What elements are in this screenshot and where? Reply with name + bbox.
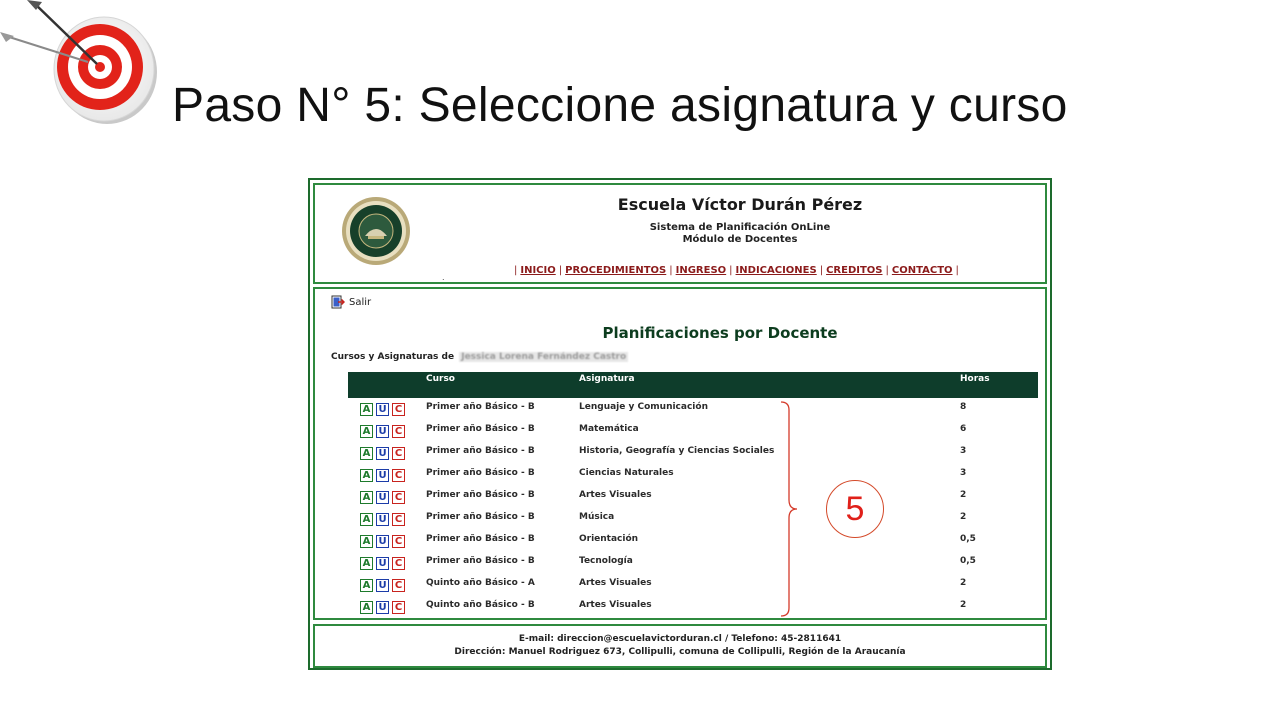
add-planning-button[interactable]: A [360, 557, 373, 570]
cell-horas: 0,5 [960, 534, 976, 544]
add-planning-button[interactable]: A [360, 447, 373, 460]
update-planning-button[interactable]: U [376, 535, 389, 548]
nav-link-creditos[interactable]: CREDITOS [826, 265, 883, 276]
update-planning-button[interactable]: U [376, 469, 389, 482]
cell-curso: Primer año Básico - B [426, 512, 535, 522]
cell-horas: 2 [960, 512, 967, 522]
footer-address: Dirección: Manuel Rodriguez 673, Collipulli, comuna de Collipulli, Región de la Araucanía [454, 647, 906, 657]
nav-link-ingreso[interactable]: INGRESO [675, 265, 727, 276]
consult-planning-button[interactable]: C [392, 447, 405, 460]
salir-label: Salir [349, 296, 372, 308]
update-planning-button[interactable]: U [376, 601, 389, 614]
module-name: Módulo de Docentes [682, 234, 798, 245]
table-row [348, 421, 1038, 443]
consult-planning-button[interactable]: C [392, 579, 405, 592]
update-planning-button[interactable]: U [376, 447, 389, 460]
cell-curso: Primer año Básico - B [426, 556, 535, 566]
column-horas: Horas [960, 374, 990, 384]
cell-horas: 8 [960, 402, 967, 412]
header-panel [313, 183, 1047, 284]
cell-asignatura: Orientación [579, 534, 639, 544]
cell-horas: 3 [960, 468, 967, 478]
cell-curso: Primer año Básico - B [426, 534, 535, 544]
app-screenshot [308, 178, 1052, 670]
add-planning-button[interactable]: A [360, 425, 373, 438]
cell-asignatura: Música [579, 512, 615, 522]
row-actions [360, 447, 405, 460]
add-planning-button[interactable]: A [360, 579, 373, 592]
nav-link-procedimientos[interactable]: PROCEDIMIENTOS [565, 265, 667, 276]
content-panel [313, 287, 1047, 620]
cell-horas: 2 [960, 578, 967, 588]
update-planning-button[interactable]: U [376, 403, 389, 416]
row-actions [360, 579, 405, 592]
column-asignatura: Asignatura [579, 374, 635, 384]
system-name: Sistema de Planificación OnLine [649, 222, 831, 233]
cell-curso: Primer año Básico - B [426, 490, 535, 500]
row-actions [360, 557, 405, 570]
cell-asignatura: Ciencias Naturales [579, 468, 674, 478]
row-actions [360, 535, 405, 548]
table-row [348, 597, 1038, 619]
cell-curso: Primer año Básico - B [426, 424, 535, 434]
update-planning-button[interactable]: U [376, 579, 389, 592]
cell-curso: Primer año Básico - B [426, 446, 535, 456]
table-row [348, 531, 1038, 553]
annotation-bracket [779, 400, 799, 618]
table-row [348, 487, 1038, 509]
consult-planning-button[interactable]: C [392, 469, 405, 482]
consult-planning-button[interactable]: C [392, 491, 405, 504]
consult-planning-button[interactable]: C [392, 513, 405, 526]
cell-asignatura: Tecnología [579, 556, 633, 566]
cell-curso: Primer año Básico - B [426, 468, 535, 478]
row-actions [360, 425, 405, 438]
cell-asignatura: Artes Visuales [579, 600, 652, 610]
table-row [348, 509, 1038, 531]
salir-button[interactable] [331, 295, 371, 309]
cell-asignatura: Artes Visuales [579, 578, 652, 588]
cell-curso: Quinto año Básico - B [426, 600, 535, 610]
nav-link-contacto[interactable]: CONTACTO [891, 265, 953, 276]
table-header [348, 372, 1038, 398]
add-planning-button[interactable]: A [360, 513, 373, 526]
cell-horas: 2 [960, 490, 967, 500]
table-row [348, 443, 1038, 465]
page-heading: Planificaciones por Docente [602, 324, 838, 342]
row-actions [360, 491, 405, 504]
nav-link-inicio[interactable]: INICIO [520, 265, 556, 276]
teacher-name-redacted: Jessica Lorena Fernández Castro [461, 352, 627, 362]
divider-dot: . [442, 273, 445, 282]
slide-title: Paso N° 5: Seleccione asignatura y curso [172, 79, 1068, 132]
footer-contact: E-mail: direccion@escuelavictorduran.cl / Telefono: 45-2811641 [518, 634, 842, 644]
cursos-line [331, 352, 628, 362]
target-dart-icon [0, 0, 170, 135]
cell-curso: Quinto año Básico - A [426, 578, 535, 588]
consult-planning-button[interactable]: C [392, 557, 405, 570]
column-curso: Curso [426, 374, 455, 384]
consult-planning-button[interactable]: C [392, 535, 405, 548]
row-actions [360, 601, 405, 614]
add-planning-button[interactable]: A [360, 601, 373, 614]
row-actions [360, 513, 405, 526]
consult-planning-button[interactable]: C [392, 601, 405, 614]
cell-horas: 2 [960, 600, 967, 610]
cell-asignatura: Matemática [579, 424, 639, 434]
add-planning-button[interactable]: A [360, 491, 373, 504]
school-name: Escuela Víctor Durán Pérez [617, 195, 863, 214]
cell-curso: Primer año Básico - B [426, 402, 535, 412]
add-planning-button[interactable]: A [360, 403, 373, 416]
row-actions [360, 469, 405, 482]
add-planning-button[interactable]: A [360, 535, 373, 548]
cell-horas: 3 [960, 446, 967, 456]
cell-asignatura: Artes Visuales [579, 490, 652, 500]
update-planning-button[interactable]: U [376, 513, 389, 526]
update-planning-button[interactable]: U [376, 491, 389, 504]
exit-door-icon [331, 295, 345, 309]
nav-link-indicaciones[interactable]: INDICACIONES [735, 265, 817, 276]
step-number-badge: 5 [826, 480, 884, 538]
footer-panel [313, 624, 1047, 668]
add-planning-button[interactable]: A [360, 469, 373, 482]
cell-horas: 0,5 [960, 556, 976, 566]
cell-asignatura: Historia, Geografía y Ciencias Sociales [579, 446, 775, 456]
consult-planning-button[interactable]: C [392, 403, 405, 416]
update-planning-button[interactable]: U [376, 557, 389, 570]
cursos-label: Cursos y Asignaturas de [331, 352, 455, 362]
consult-planning-button[interactable]: C [392, 425, 405, 438]
cell-horas: 6 [960, 424, 967, 434]
update-planning-button[interactable]: U [376, 425, 389, 438]
table-row [348, 575, 1038, 597]
table-row [348, 553, 1038, 575]
main-nav: | INICIO | PROCEDIMIENTOS | INGRESO | INDICACIONES | CREDITOS | CONTACTO | [514, 265, 959, 276]
table-row [348, 465, 1038, 487]
row-actions [360, 403, 405, 416]
table-row [348, 399, 1038, 421]
cell-asignatura: Lenguaje y Comunicación [579, 402, 708, 412]
